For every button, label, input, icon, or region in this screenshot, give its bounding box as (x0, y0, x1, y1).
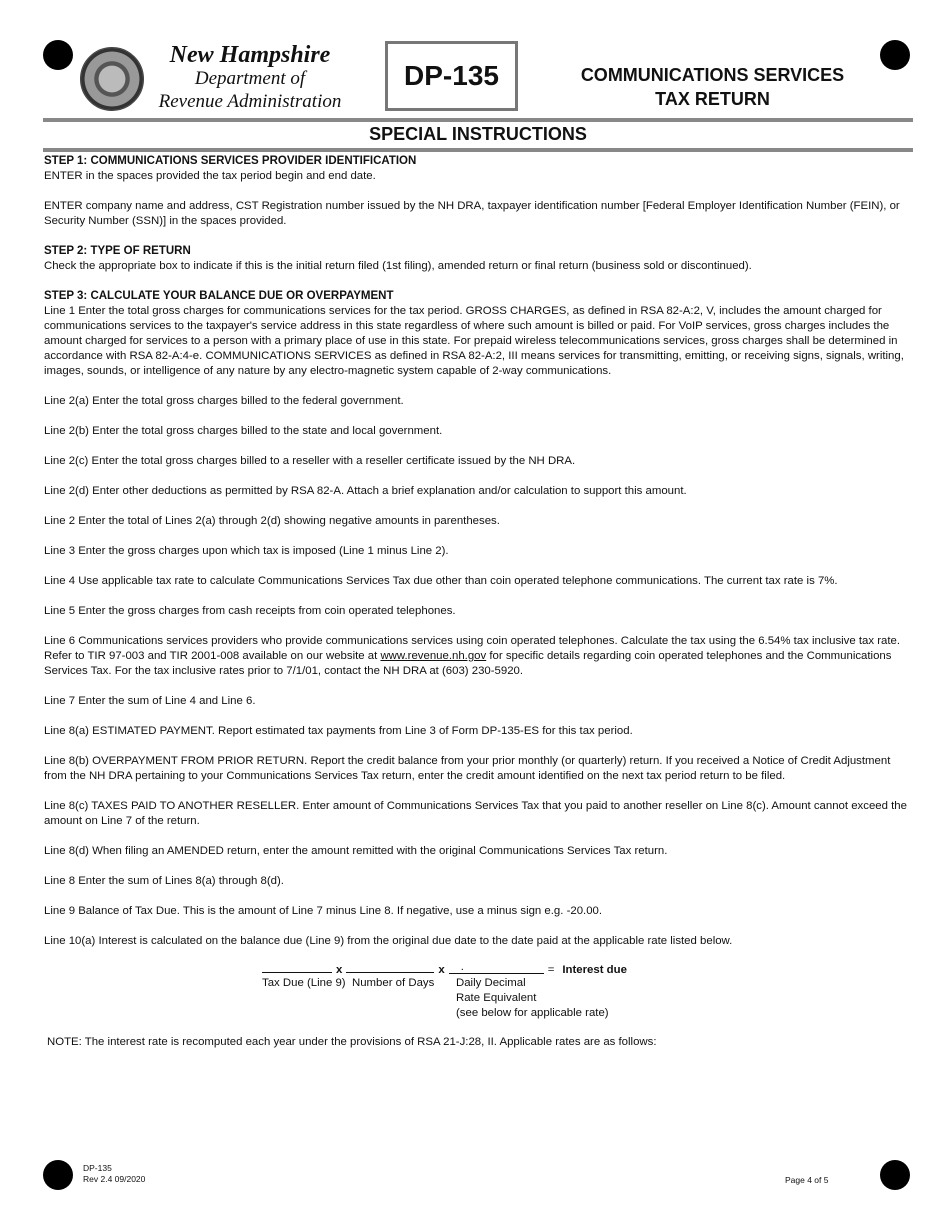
agency-line-1: New Hampshire (169, 42, 331, 68)
footer-form-info (83, 1163, 145, 1185)
footer-page-number: Page 4 of 5 (785, 1175, 829, 1185)
line2c-instruction: Line 2(c) Enter the total gross charges billed to a reseller with a reseller certificate issued by the NH DRA. (44, 455, 576, 467)
line8-instruction: Line 8 Enter the sum of Lines 8(a) through 8(d). (44, 875, 284, 887)
label-tax-due: Tax Due (Line 9) (262, 977, 346, 989)
decimal-point: . (460, 961, 464, 973)
step1-heading: STEP 1: COMMUNICATIONS SERVICES PROVIDER IDENTIFICATION (44, 155, 417, 167)
agency-line-2: Department of (194, 68, 306, 89)
step1-paragraph-2: ENTER company name and address, CST Registration number issued by the NH DRA, taxpayer identification number [Federal Employer Identification Number (FEIN), or Security Number (SSN)] in the spaces provided. (44, 200, 900, 227)
header-rule-top (43, 118, 913, 122)
multiply-sign-2: x (438, 964, 445, 976)
line2d-instruction: Line 2(d) Enter other deductions as permitted by RSA 82-A. Attach a brief explanation and/or calculation to support this amount. (44, 485, 687, 497)
line7-instruction: Line 7 Enter the sum of Line 4 and Line 6. (44, 695, 256, 707)
step2-heading: STEP 2: TYPE OF RETURN (44, 245, 191, 257)
state-seal-icon (80, 47, 144, 111)
label-rate-line-3: (see below for applicable rate) (456, 1007, 609, 1019)
days-blank (346, 961, 434, 973)
rate-blank (449, 963, 544, 974)
step3-heading: STEP 3: CALCULATE YOUR BALANCE DUE OR OVERPAYMENT (44, 290, 394, 302)
interest-due-label: Interest due (562, 964, 627, 976)
form-number-box: DP-135 (385, 41, 518, 111)
label-rate-line-2: Rate Equivalent (456, 992, 537, 1004)
line6-text-a: Line 6 Communications services providers who provide communications services using coin operated telephones. Calculate the tax using the 6.54% tax inclusive tax rate. Refer to TIR 97-003 and TIR 2001-008 available on our website at (44, 635, 901, 662)
header-rule-bottom (43, 148, 913, 152)
punch-hole-top-right (880, 40, 910, 70)
punch-hole-bottom-right (880, 1160, 910, 1190)
line3-instruction: Line 3 Enter the gross charges upon which tax is imposed (Line 1 minus Line 2). (44, 545, 449, 557)
line6-instruction (44, 634, 914, 679)
line8a-instruction: Line 8(a) ESTIMATED PAYMENT. Report estimated tax payments from Line 3 of Form DP-135-ES for this tax period. (44, 725, 633, 737)
agency-name (145, 44, 355, 113)
interest-rate-note: NOTE: The interest rate is recomputed each year under the provisions of RSA 21-J:28, II. Applicable rates are as follows: (47, 1036, 657, 1048)
multiply-sign-1: x (336, 964, 343, 976)
line2a-instruction: Line 2(a) Enter the total gross charges billed to the federal government. (44, 395, 404, 407)
line8d-instruction: Line 8(d) When filing an AMENDED return, enter the amount remitted with the original Communications Services Tax return. (44, 845, 668, 857)
label-rate-line-1: Daily Decimal (456, 977, 526, 989)
tax-due-blank (262, 961, 332, 973)
footer-revision: Rev 2.4 09/2020 (83, 1174, 146, 1184)
line4-instruction: Line 4 Use applicable tax rate to calculate Communications Services Tax due other than coin operated telephone communications. The current tax rate is 7%. (44, 575, 838, 587)
instructions-body (44, 154, 914, 964)
step2-paragraph-1: Check the appropriate box to indicate if this is the initial return filed (1st filing), amended return or final return (business sold or discontinued). (44, 260, 752, 272)
line1-instruction: Line 1 Enter the total gross charges for communications services for the tax period. GROSS CHARGES, as defined in RSA 82-A:2, V, includes the amount charged for communications services to the taxpayer's service address in this state regardless of where such amount is billed or paid. For VoIP services, gross charges includes the amount charged for services to a person with a primary place of use in this state. For prepaid wireless telecommunications services, gross charges shall be determined in accordance with RSA 82-A:4-e. COMMUNICATIONS SERVICES as defined in RSA 82-A:2, III means services for transmitting, emitting, or receiving signs, signals, writing, images, sounds, or intelligence of any nature by any electro-magnetic system capable of 2-way communications. (44, 305, 904, 377)
form-title-line-2: TAX RETURN (655, 89, 770, 109)
website-link[interactable]: www.revenue.nh.gov (380, 650, 487, 662)
line10a-instruction: Line 10(a) Interest is calculated on the balance due (Line 9) from the original due date to the date paid at the applicable rate listed below. (44, 935, 733, 947)
footer-form-id: DP-135 (83, 1163, 112, 1173)
equals-sign: = (547, 964, 555, 976)
punch-hole-bottom-left (43, 1160, 73, 1190)
line2b-instruction: Line 2(b) Enter the total gross charges billed to the state and local government. (44, 425, 443, 437)
line2-instruction: Line 2 Enter the total of Lines 2(a) through 2(d) showing negative amounts in parentheses. (44, 515, 500, 527)
line5-instruction: Line 5 Enter the gross charges from cash receipts from coin operated telephones. (44, 605, 456, 617)
line9-instruction: Line 9 Balance of Tax Due. This is the amount of Line 7 minus Line 8. If negative, use a minus sign e.g. -20.00. (44, 905, 603, 917)
line8c-instruction: Line 8(c) TAXES PAID TO ANOTHER RESELLER. Enter amount of Communications Services Tax that you paid to another reseller on Line 8(c). Amount cannot exceed the amount on Line 7 of the return. (44, 800, 907, 827)
agency-line-3: Revenue Administration (158, 91, 342, 112)
line8b-instruction: Line 8(b) OVERPAYMENT FROM PRIOR RETURN. Report the credit balance from your prior monthly (or quarterly) return. If you received a Notice of Credit Adjustment from the NH DRA pertaining to your Communications Services Tax return, enter the credit amount identified on the next tax period return to be filed. (44, 755, 891, 782)
label-daily-rate (456, 976, 609, 1021)
punch-hole-top-left (43, 40, 73, 70)
section-title: SPECIAL INSTRUCTIONS (369, 124, 587, 144)
line6-text-b: for specific details regarding coin operated telephones and the Communications Services Tax. For the tax inclusive rates prior to 7/1/01, contact the NH DRA at (603) 230-5920. (44, 650, 892, 677)
label-number-of-days: Number of Days (352, 977, 435, 989)
form-title (560, 63, 865, 111)
form-title-line-1: COMMUNICATIONS SERVICES (580, 65, 845, 85)
step1-paragraph-1: ENTER in the spaces provided the tax period begin and end date. (44, 170, 376, 182)
